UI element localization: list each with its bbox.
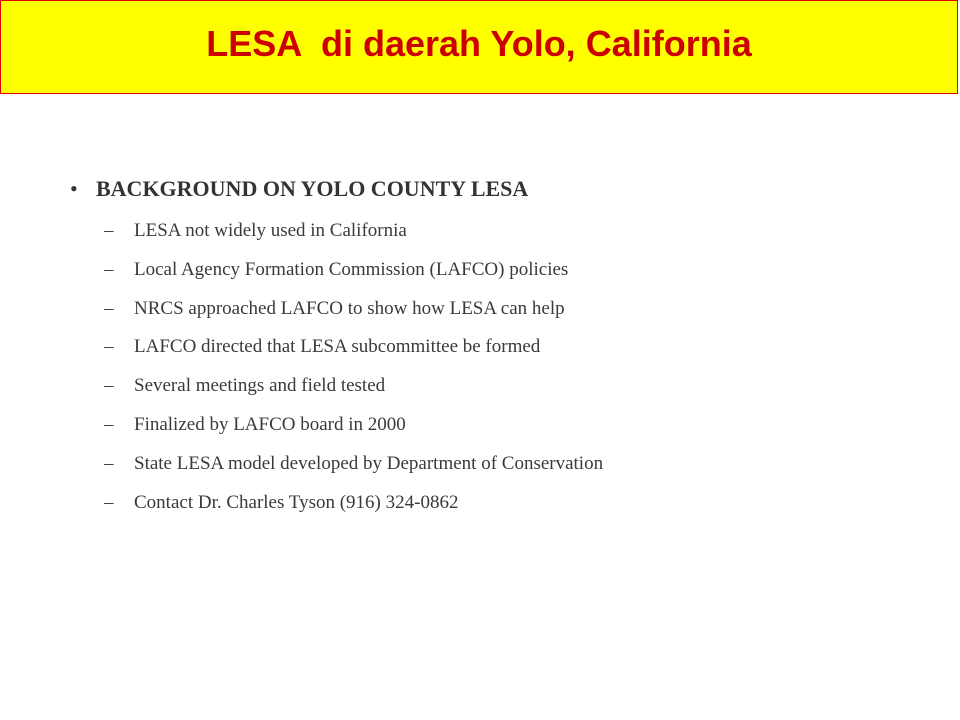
dash-icon: – [104,336,114,358]
dash-icon: – [104,491,114,513]
dash-icon: – [104,258,114,280]
list-item [104,298,603,337]
list-item [104,336,603,375]
dash-icon: – [104,375,114,397]
dash-icon: – [104,297,114,319]
list-item-text: LESA not widely used in California [134,220,407,241]
bullet-icon: • [70,176,78,201]
list-item-text: Finalized by LAFCO board in 2000 [134,413,406,435]
slide-title: LESA di daerah Yolo, California [206,23,752,64]
list-item-text: NRCS approached LAFCO to show how LESA can help [134,297,565,319]
list-item-text: Contact Dr. Charles Tyson (916) 324-0862 [134,491,459,513]
dash-icon: – [104,220,114,241]
list-item-text: Local Agency Formation Commission (LAFCO) policies [134,258,569,280]
list-item [104,220,603,259]
list-item [104,375,603,414]
dash-icon: – [104,452,114,474]
main-bullet [70,176,528,202]
title-bar [0,0,958,94]
list-item [104,453,603,492]
list-item [104,259,603,298]
list-item-text: Several meetings and field tested [134,375,386,397]
main-bullet-text: BACKGROUND ON YOLO COUNTY LESA [96,176,529,201]
list-item-text: LAFCO directed that LESA subcommittee be formed [134,336,541,358]
dash-icon: – [104,413,114,435]
list-item [104,492,603,531]
list-item [104,414,603,453]
list-item-text: State LESA model developed by Department of Conservation [134,452,604,474]
sub-bullet-list [104,220,603,530]
